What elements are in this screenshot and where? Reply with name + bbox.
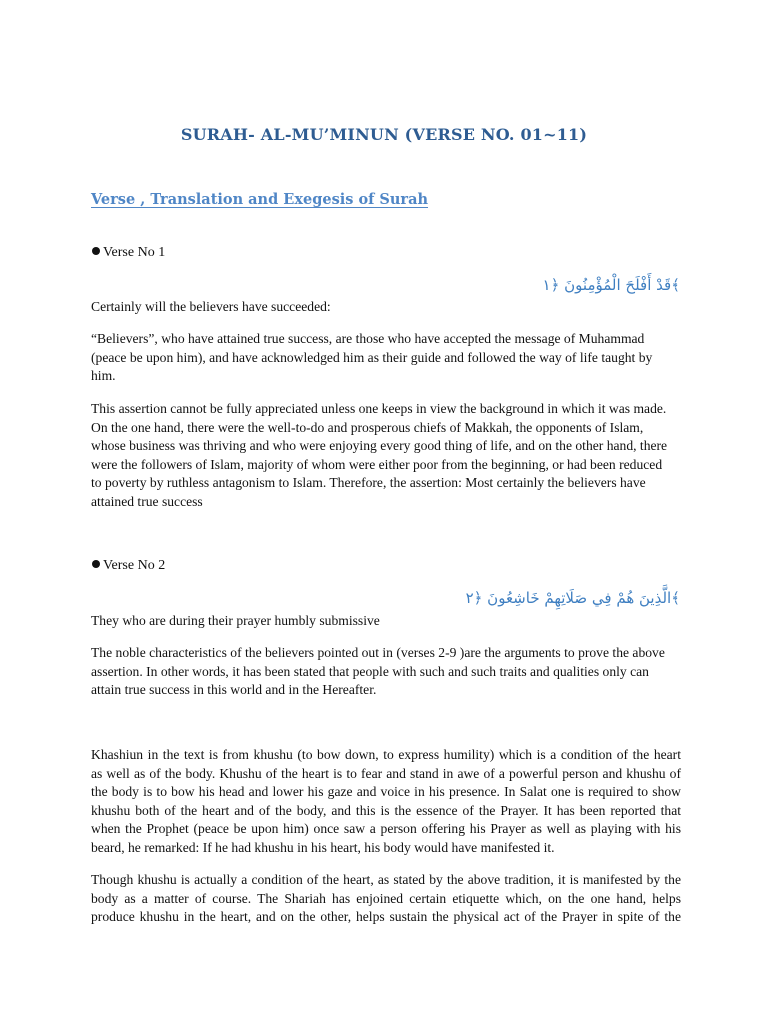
page-title: SURAH- AL-MU’MINUN (VERSE NO. 01~11) xyxy=(180,125,588,144)
verse-2-label: Verse No 2 xyxy=(103,558,166,573)
verse-2-paragraph-3: Though khushu is actually a condition of the heart, as stated by the above tradition, it is manifested by the body as a matter of course. The Shariah has enjoined certain etiquette which, on the one hand, helps produce khushu in the heart, and on the other, helps sustain the physical act of the Prayer in spite of the xyxy=(91,872,681,925)
verse-1-label: Verse No 1 xyxy=(103,245,166,260)
section-heading-link[interactable]: Verse , Translation and Exegesis of Surah xyxy=(91,191,429,208)
verse-1-paragraph-2: This assertion cannot be fully appreciated unless one keeps in view the background in which it was made. On the one hand, there were the well-to-do and prosperous chiefs of Makkah, the opponents of Islam, whose business was thriving and who were enjoying every good thing of life, and on the other hand, there were the followers of Islam, majority of whom were either poor from the beginning, or had been reduced to poverty by ruthless antagonism to Islam. Therefore, the assertion: Most certainly the believers have attained true success xyxy=(91,401,668,509)
bullet-icon xyxy=(92,560,100,568)
verse-1-arabic-text: ﴾قَدْ أَفْلَحَ الْمُؤْمِنُونَ ﴿١ xyxy=(542,276,680,294)
verse-1-paragraph-1: “Believers”, who have attained true success, are those who have accepted the message of Muhammad (peace be upon him), and have acknowledged him as their guide and followed the way of life taught by him. xyxy=(91,331,653,384)
verse-2-arabic-text: ﴾الَّذِينَ هُمْ فِي صَلَاتِهِمْ خَاشِعُونَ ﴿٢ xyxy=(465,589,680,607)
verse-1-translation: Certainly will the believers have succeeded: xyxy=(91,299,331,314)
verse-2-translation: They who are during their prayer humbly submissive xyxy=(91,613,380,628)
bullet-icon xyxy=(92,247,100,255)
verse-2-paragraph-2: Khashiun in the text is from khushu (to bow down, to express humility) which is a condition of the heart as well as of the body. Khushu of the heart is to fear and stand in awe of a powerful person and khushu of the body is to bow his head and lower his gaze and voice in his presence. In Salat one is required to show khushu both of the heart and of the body, and this is the essence of the Prayer. It has been reported that when the Prophet (peace be upon him) once saw a person offering his Prayer as well as playing with his beard, he remarked: If he had khushu in his heart, his body would have manifested it. xyxy=(91,747,681,855)
verse-2-paragraph-1: The noble characteristics of the believers pointed out in (verses 2-9 )are the arguments to prove the above assertion. In other words, it has been stated that people with such and such traits and qualities only can attain true success in this world and in the Hereafter. xyxy=(91,645,665,698)
verse-1-heading xyxy=(92,245,165,261)
verse-2-heading xyxy=(92,558,165,574)
